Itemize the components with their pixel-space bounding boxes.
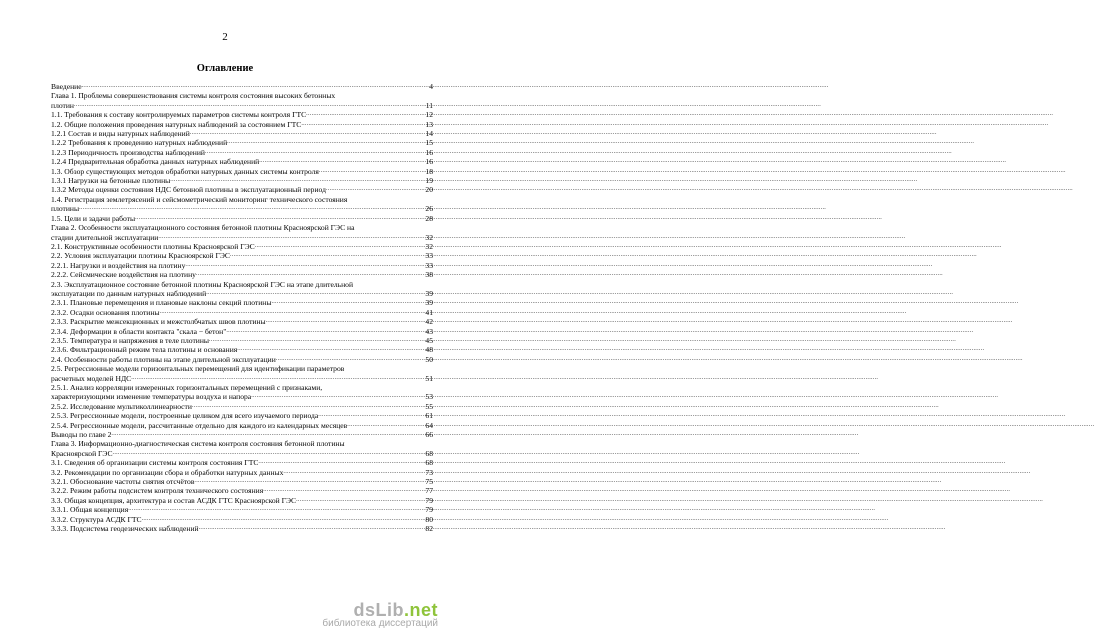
toc-leader-dots bbox=[230, 251, 423, 260]
toc-entry-text: плотин bbox=[51, 100, 74, 110]
toc-entry-text: 1.5. Цели и задачи работы bbox=[51, 213, 136, 223]
toc-leader-dots bbox=[192, 402, 423, 411]
toc-entry[interactable] bbox=[51, 336, 433, 345]
toc-entry-page: 42 bbox=[425, 317, 433, 327]
toc-leader-dots bbox=[301, 120, 423, 129]
toc-entry-text: 2.4. Особенности работы плотины на этапе длительной эксплуатации bbox=[51, 354, 276, 364]
toc-entry-text: 3.3.2. Структура АСДК ГТС bbox=[51, 514, 142, 524]
toc-entry[interactable] bbox=[51, 120, 433, 129]
toc-leader-dots bbox=[326, 185, 423, 194]
toc-entry[interactable] bbox=[51, 204, 433, 213]
toc-entry-text: 1.3. Обзор существующих методов обработки натурных данных системы контроля bbox=[51, 166, 319, 176]
toc-entry-text: Глава 1. Проблемы совершенствования системы контроля состояния высоких бетонных bbox=[51, 91, 336, 101]
toc-leader-dots bbox=[205, 148, 423, 157]
toc-leader-dots bbox=[347, 421, 423, 430]
toc-entry-page: 11 bbox=[425, 100, 433, 110]
toc-entry-page: 13 bbox=[425, 119, 433, 129]
toc-leader-dots bbox=[158, 233, 423, 242]
toc-entry-text: 3.3.1. Общая концепция bbox=[51, 505, 129, 515]
toc-entry-text: 3.2. Рекомендации по организации сбора и обработки натурных данных bbox=[51, 467, 284, 477]
toc-entry[interactable] bbox=[51, 298, 433, 307]
toc-entry-page: 55 bbox=[425, 401, 433, 411]
toc-entry[interactable] bbox=[51, 402, 433, 411]
toc-entry-text: Красноярской ГЭС bbox=[51, 448, 113, 458]
toc-entry-page: 19 bbox=[425, 176, 433, 186]
toc-entry-page: 45 bbox=[425, 335, 433, 345]
toc-entry-page: 41 bbox=[425, 307, 433, 317]
toc-entry[interactable] bbox=[51, 524, 433, 533]
toc-entry-text: Глава 3. Информационно-диагностическая система контроля состояния бетонной плотины bbox=[51, 439, 345, 449]
toc-entry-text: 1.2. Общие положения проведения натурных наблюдений за состоянием ГТС bbox=[51, 119, 302, 129]
toc-entry-page: 80 bbox=[425, 514, 433, 524]
toc-leader-dots bbox=[227, 138, 423, 147]
toc-leader-dots bbox=[135, 214, 423, 223]
toc-entry-page: 43 bbox=[425, 326, 433, 336]
toc-entry-page: 77 bbox=[425, 486, 433, 496]
toc-entry-text: характеризующими изменение температуры воздуха и напора bbox=[51, 392, 252, 402]
toc-entry[interactable] bbox=[51, 289, 433, 298]
toc-entry-text: Глава 2. Особенности эксплуатационного состояния бетонной плотины Красноярской ГЭС на bbox=[51, 223, 355, 233]
toc-entry-page: 61 bbox=[425, 411, 433, 421]
toc-leader-dots bbox=[206, 289, 423, 298]
toc-entry-text: 2.5. Регрессионные модели горизонтальных перемещений для идентификации параметров bbox=[51, 364, 345, 374]
toc-entry[interactable] bbox=[51, 195, 433, 204]
toc-entry[interactable] bbox=[51, 261, 433, 270]
toc-leader-dots bbox=[142, 515, 424, 524]
toc-entry-text: 2.3.4. Деформации в области контакта "скала − бетон" bbox=[51, 326, 227, 336]
toc-leader-dots bbox=[271, 298, 423, 307]
toc-leader-dots bbox=[306, 110, 423, 119]
toc-entry-text: 3.3. Общая концепция, архитектура и состав АСДК ГТС Красноярской ГЭС bbox=[51, 495, 297, 505]
toc-entry[interactable] bbox=[51, 468, 433, 477]
toc-entry-page: 28 bbox=[425, 213, 433, 223]
toc-entry[interactable] bbox=[51, 138, 433, 147]
toc-entry[interactable] bbox=[51, 496, 433, 505]
toc-entry-page: 50 bbox=[425, 354, 433, 364]
toc-entry[interactable] bbox=[51, 392, 433, 401]
toc-entry-text: 2.3.1. Плановые перемещения и плановые наклоны секций плотины bbox=[51, 298, 272, 308]
toc-entry[interactable] bbox=[51, 91, 433, 100]
toc-leader-dots bbox=[79, 204, 423, 213]
toc-entry-text: 3.3.3. Подсистема геодезических наблюдений bbox=[51, 524, 199, 534]
toc-entry-page: 75 bbox=[425, 477, 433, 487]
toc-leader-dots bbox=[276, 355, 424, 364]
toc-leader-dots bbox=[226, 327, 423, 336]
toc-leader-dots bbox=[194, 477, 423, 486]
toc-entry-page: 39 bbox=[425, 288, 433, 298]
toc-leader-dots bbox=[170, 176, 423, 185]
toc-entry-text: 1.2.4 Предварительная обработка данных натурных наблюдений bbox=[51, 157, 260, 167]
toc-entry[interactable] bbox=[51, 214, 433, 223]
toc-entry-page: 16 bbox=[425, 147, 433, 157]
toc-entry-page: 16 bbox=[425, 157, 433, 167]
toc-entry-page: 68 bbox=[425, 448, 433, 458]
toc-entry-text: 1.3.2 Методы оценки состояния НДС бетонной плотины в эксплуатационный период bbox=[51, 185, 326, 195]
toc-entry[interactable] bbox=[51, 383, 433, 392]
toc-entry[interactable] bbox=[51, 317, 433, 326]
toc-entry-page: 64 bbox=[425, 420, 433, 430]
toc-leader-dots bbox=[111, 430, 423, 439]
toc-entry-text: 1.2.3 Периодичность производства наблюдений bbox=[51, 147, 205, 157]
toc-leader-dots bbox=[258, 458, 423, 467]
toc-entry[interactable] bbox=[51, 345, 433, 354]
toc-entry[interactable] bbox=[51, 233, 433, 242]
toc-entry-page: 82 bbox=[425, 524, 433, 534]
toc-entry[interactable] bbox=[51, 176, 433, 185]
toc-entry[interactable] bbox=[51, 251, 433, 260]
toc-leader-dots bbox=[251, 392, 423, 401]
toc-entry-page: 26 bbox=[425, 204, 433, 214]
toc-leader-dots bbox=[74, 101, 424, 110]
toc-leader-dots bbox=[255, 242, 424, 251]
toc-entry-page: 32 bbox=[425, 241, 433, 251]
toc-entry-text: 3.1. Сведения об организации системы контроля состояния ГТС bbox=[51, 458, 259, 468]
toc-entry[interactable] bbox=[51, 167, 433, 176]
watermark-subtitle: библиотека диссертаций bbox=[322, 618, 438, 629]
toc-leader-dots bbox=[237, 345, 423, 354]
toc-entry-text: 3.2.1. Обоснование частоты снятия отсчётов bbox=[51, 477, 195, 487]
toc-leader-dots bbox=[259, 157, 423, 166]
toc-entry[interactable] bbox=[51, 148, 433, 157]
toc-entry[interactable] bbox=[51, 486, 433, 495]
toc-leader-dots bbox=[185, 261, 423, 270]
toc-entry[interactable] bbox=[51, 458, 433, 467]
toc-entry[interactable] bbox=[51, 364, 433, 373]
toc-entry-page: 20 bbox=[425, 185, 433, 195]
toc-entry-text: 2.3.2. Осадки основания плотины bbox=[51, 307, 160, 317]
page-number: 2 bbox=[222, 31, 228, 43]
toc-entry-text: 2.5.4. Регрессионные модели, рассчитанные отдельно для каждого из календарных месяцев bbox=[51, 420, 348, 430]
toc-title: Оглавление bbox=[196, 63, 254, 74]
toc-entry[interactable] bbox=[51, 430, 433, 439]
toc-entry-text: 1.2.2 Требования к проведению натурных наблюдений bbox=[51, 138, 228, 148]
toc-leader-dots bbox=[82, 82, 428, 91]
toc-leader-dots bbox=[263, 486, 423, 495]
toc-entry-page: 4 bbox=[429, 82, 433, 91]
toc-entry[interactable] bbox=[51, 449, 433, 458]
toc-entry[interactable] bbox=[51, 505, 433, 514]
toc-entry-page: 12 bbox=[425, 110, 433, 120]
toc-entry-text: 2.3. Эксплуатационное состояние бетонной плотины Красноярской ГЭС на этапе длительной bbox=[51, 279, 354, 289]
toc-entry[interactable] bbox=[51, 411, 433, 420]
toc-entry-text: эксплуатации по данным натурных наблюдений bbox=[51, 288, 207, 298]
toc-entry[interactable] bbox=[51, 270, 433, 279]
toc-leader-dots bbox=[196, 270, 423, 279]
toc-entry-text: 1.1. Требования к составу контролируемых параметров системы контроля ГТС bbox=[51, 110, 307, 120]
toc-entry-page: 73 bbox=[425, 467, 433, 477]
toc-entry-page: 48 bbox=[425, 345, 433, 355]
toc-entry-page: 33 bbox=[425, 251, 433, 261]
toc-leader-dots bbox=[283, 468, 423, 477]
toc-entry[interactable] bbox=[51, 327, 433, 336]
toc-entry-page: 39 bbox=[425, 298, 433, 308]
toc-entry[interactable] bbox=[51, 223, 433, 232]
toc-entry[interactable] bbox=[51, 129, 433, 138]
toc-entry-page: 79 bbox=[425, 495, 433, 505]
toc-entry-page: 14 bbox=[425, 129, 433, 139]
toc-entry[interactable] bbox=[51, 157, 433, 166]
toc-leader-dots bbox=[113, 449, 424, 458]
toc-entry-text: Выводы по главе 2 bbox=[51, 430, 112, 440]
toc-entry-text: 2.5.3. Регрессионные модели, построенные целиком для всего изучаемого периода bbox=[51, 411, 319, 421]
table-of-contents bbox=[51, 82, 433, 534]
toc-entry-text: 2.3.5. Температура и напряжения в теле плотины bbox=[51, 335, 210, 345]
toc-entry-text: 2.3.6. Фильтрационный режим тела плотины и основания bbox=[51, 345, 238, 355]
toc-entry-text: 2.2.1. Нагрузки и воздействия на плотину bbox=[51, 260, 186, 270]
toc-leader-dots bbox=[131, 374, 423, 383]
toc-entry-page: 38 bbox=[425, 270, 433, 280]
toc-entry[interactable] bbox=[51, 421, 433, 430]
toc-entry-text: 3.2.2. Режим работы подсистем контроля технического состояния bbox=[51, 486, 264, 496]
toc-entry[interactable] bbox=[51, 374, 433, 383]
toc-entry-text: 2.5.2. Исследование мультиколлинеарности bbox=[51, 401, 192, 411]
toc-entry-text: 2.3.3. Раскрытие межсекционных и межстолбчатых швов плотины bbox=[51, 317, 266, 327]
toc-entry-text: 1.2.1 Состав и виды натурных наблюдений bbox=[51, 129, 190, 139]
toc-leader-dots bbox=[128, 505, 423, 514]
toc-leader-dots bbox=[190, 129, 424, 138]
toc-entry[interactable] bbox=[51, 82, 433, 91]
toc-leader-dots bbox=[199, 524, 424, 533]
toc-entry-page: 15 bbox=[425, 138, 433, 148]
toc-entry[interactable] bbox=[51, 101, 433, 110]
toc-entry[interactable] bbox=[51, 110, 433, 119]
toc-entry-text: Введение bbox=[51, 82, 82, 91]
watermark bbox=[322, 600, 438, 629]
toc-entry[interactable] bbox=[51, 515, 433, 524]
toc-leader-dots bbox=[318, 411, 423, 420]
toc-entry-page: 66 bbox=[425, 430, 433, 440]
toc-entry-page: 32 bbox=[425, 232, 433, 242]
toc-leader-dots bbox=[296, 496, 423, 505]
watermark-logo: dsLib.net bbox=[353, 600, 438, 620]
toc-entry-page: 79 bbox=[425, 505, 433, 515]
toc-entry[interactable] bbox=[51, 355, 433, 364]
toc-entry-page: 53 bbox=[425, 392, 433, 402]
toc-entry-text: стадии длительной эксплуатации bbox=[51, 232, 159, 242]
toc-entry-page: 51 bbox=[425, 373, 433, 383]
toc-entry[interactable] bbox=[51, 280, 433, 289]
toc-entry[interactable] bbox=[51, 308, 433, 317]
toc-leader-dots bbox=[319, 167, 424, 176]
toc-leader-dots bbox=[266, 317, 424, 326]
toc-leader-dots bbox=[160, 308, 424, 317]
toc-entry-page: 18 bbox=[425, 166, 433, 176]
toc-entry-text: 1.4. Регистрация землетрясений и сейсмометрический мониторинг технического состояния bbox=[51, 194, 348, 204]
toc-entry[interactable] bbox=[51, 185, 433, 194]
toc-entry[interactable] bbox=[51, 477, 433, 486]
toc-entry-text: 2.2. Условия эксплуатации плотины Красноярской ГЭС bbox=[51, 251, 230, 261]
toc-entry-text: плотины bbox=[51, 204, 80, 214]
toc-leader-dots bbox=[209, 336, 423, 345]
toc-entry-text: 2.5.1. Анализ корреляции измеренных горизонтальных перемещений с признаками, bbox=[51, 383, 323, 392]
toc-entry[interactable] bbox=[51, 242, 433, 251]
toc-entry-page: 68 bbox=[425, 458, 433, 468]
toc-entry-page: 33 bbox=[425, 260, 433, 270]
toc-entry-text: 2.1. Конструктивные особенности плотины Красноярской ГЭС bbox=[51, 241, 255, 251]
toc-entry-text: 1.3.1 Нагрузки на бетонные плотины bbox=[51, 176, 171, 186]
toc-entry-text: 2.2.2. Сейсмические воздействия на плотину bbox=[51, 270, 196, 280]
toc-entry-text: расчетных моделей НДС bbox=[51, 373, 132, 383]
toc-entry[interactable] bbox=[51, 439, 433, 448]
